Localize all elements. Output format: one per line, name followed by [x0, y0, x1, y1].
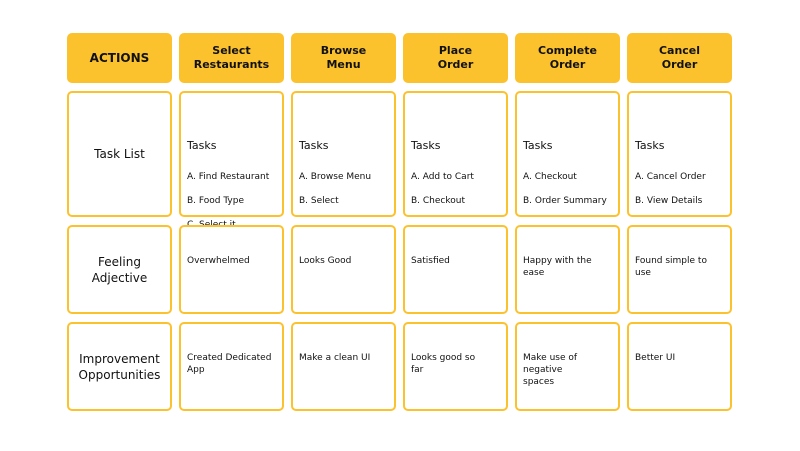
column-header-browse-menu: Browse Menu	[291, 33, 396, 83]
improvement-card-browse-menu: Make a clean UI	[291, 322, 396, 411]
task-item: B. Select	[299, 196, 339, 206]
task-item: B. View Details	[635, 196, 703, 206]
task-card-place-order	[403, 91, 508, 217]
task-item: A. Find Restaurant	[187, 172, 270, 182]
actions-header: ACTIONS	[67, 33, 172, 83]
task-title: Tasks	[187, 139, 217, 152]
row-label-improvement-opportunities: Improvement Opportunities	[67, 322, 172, 411]
improvement-card-select-restaurants: Created Dedicated App	[179, 322, 284, 411]
task-item: A. Checkout	[523, 172, 577, 182]
task-title: Tasks	[299, 139, 329, 152]
column-header-place-order: Place Order	[403, 33, 508, 83]
column-header-complete-order: Complete Order	[515, 33, 620, 83]
task-title: Tasks	[635, 139, 665, 152]
improvement-card-complete-order: Make use of negative spaces	[515, 322, 620, 411]
task-item: B. Checkout	[411, 196, 465, 206]
task-item: A. Browse Menu	[299, 172, 372, 182]
task-title: Tasks	[411, 139, 441, 152]
feeling-card-select-restaurants: Overwhelmed	[179, 225, 284, 314]
task-item: A. Add to Cart	[411, 172, 474, 182]
column-header-select-restaurants: Select Restaurants	[179, 33, 284, 83]
feeling-card-cancel-order: Found simple to use	[627, 225, 732, 314]
task-card-complete-order	[515, 91, 620, 217]
task-title: Tasks	[523, 139, 553, 152]
task-card-browse-menu	[291, 91, 396, 217]
user-journey-grid	[67, 33, 732, 411]
row-label-task-list: Task List	[67, 91, 172, 217]
task-card-select-restaurants	[179, 91, 284, 217]
task-item: A. Cancel Order	[635, 172, 706, 182]
improvement-card-cancel-order: Better UI	[627, 322, 732, 411]
column-header-cancel-order: Cancel Order	[627, 33, 732, 83]
task-item: B. Order Summary	[523, 196, 607, 206]
feeling-card-place-order: Satisfied	[403, 225, 508, 314]
feeling-card-browse-menu: Looks Good	[291, 225, 396, 314]
task-card-cancel-order	[627, 91, 732, 217]
task-item: B. Food Type	[187, 196, 245, 206]
row-label-feeling-adjective: Feeling Adjective	[67, 225, 172, 314]
improvement-card-place-order: Looks good so far	[403, 322, 508, 411]
feeling-card-complete-order: Happy with the ease	[515, 225, 620, 314]
